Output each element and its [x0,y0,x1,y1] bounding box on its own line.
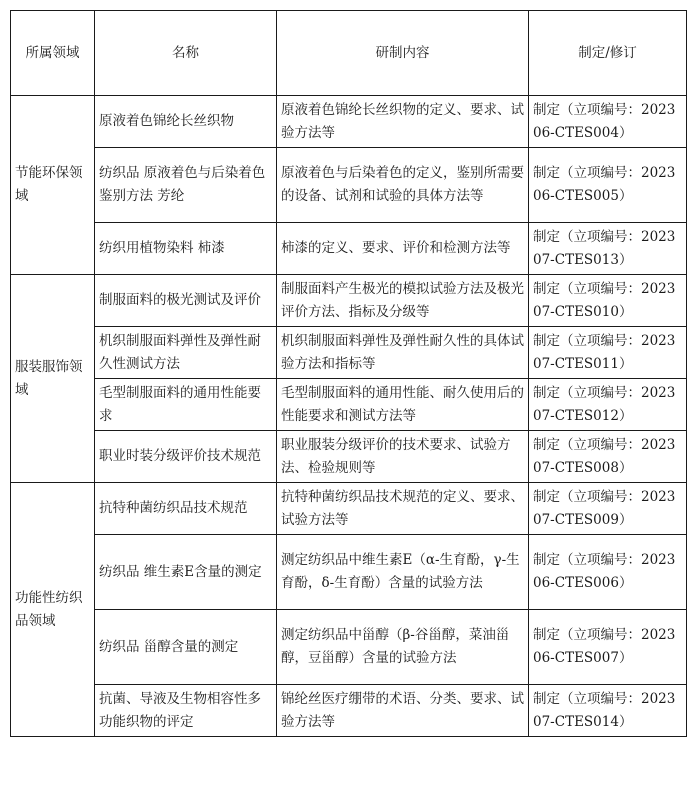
status-cell: 制定（立项编号：202306-CTES006） [529,535,687,610]
table-row [11,148,687,223]
content-cell: 毛型制服面料的通用性能、耐久使用后的性能要求和测试方法等 [277,379,529,431]
standards-table [10,10,687,737]
name-cell: 纺织用植物染料 柿漆 [95,223,277,275]
content-cell: 原液着色锦纶长丝织物的定义、要求、试验方法等 [277,96,529,148]
header-content: 研制内容 [277,11,529,96]
name-cell: 抗菌、导液及生物相容性多功能织物的评定 [95,685,277,737]
domain-cell: 功能性纺织品领域 [11,483,95,737]
status-cell: 制定（立项编号：202307-CTES012） [529,379,687,431]
table-row [11,275,687,327]
header-row [11,11,687,96]
name-cell: 纺织品 甾醇含量的测定 [95,610,277,685]
status-cell: 制定（立项编号：202307-CTES008） [529,431,687,483]
table-row [11,685,687,737]
status-cell: 制定（立项编号：202306-CTES007） [529,610,687,685]
status-cell: 制定（立项编号：202307-CTES011） [529,327,687,379]
status-cell: 制定（立项编号：202307-CTES009） [529,483,687,535]
table-row [11,610,687,685]
content-cell: 制服面料产生极光的模拟试验方法及极光评价方法、指标及分级等 [277,275,529,327]
name-cell: 制服面料的极光测试及评价 [95,275,277,327]
content-cell: 柿漆的定义、要求、评价和检测方法等 [277,223,529,275]
table-row [11,483,687,535]
name-cell: 抗特种菌纺织品技术规范 [95,483,277,535]
name-cell: 纺织品 原液着色与后染着色鉴别方法 芳纶 [95,148,277,223]
name-cell: 原液着色锦纶长丝织物 [95,96,277,148]
status-cell: 制定（立项编号：202307-CTES010） [529,275,687,327]
name-cell: 职业时装分级评价技术规范 [95,431,277,483]
content-cell: 机织制服面料弹性及弹性耐久性的具体试验方法和指标等 [277,327,529,379]
header-domain: 所属领域 [11,11,95,96]
domain-cell: 节能环保领域 [11,96,95,275]
table-row [11,327,687,379]
header-name: 名称 [95,11,277,96]
name-cell: 机织制服面料弹性及弹性耐久性测试方法 [95,327,277,379]
name-cell: 纺织品 维生素E含量的测定 [95,535,277,610]
name-cell: 毛型制服面料的通用性能要求 [95,379,277,431]
header-status: 制定/修订 [529,11,687,96]
content-cell: 抗特种菌纺织品技术规范的定义、要求、试验方法等 [277,483,529,535]
status-cell: 制定（立项编号：202307-CTES013） [529,223,687,275]
content-cell: 原液着色与后染着色的定义，鉴别所需要的设备、试剂和试验的具体方法等 [277,148,529,223]
content-cell: 职业服装分级评价的技术要求、试验方法、检验规则等 [277,431,529,483]
status-cell: 制定（立项编号：202307-CTES014） [529,685,687,737]
status-cell: 制定（立项编号：202306-CTES004） [529,96,687,148]
domain-cell: 服装服饰领域 [11,275,95,483]
table-row [11,379,687,431]
content-cell: 锦纶丝医疗绷带的术语、分类、要求、试验方法等 [277,685,529,737]
content-cell: 测定纺织品中维生素E（α-生育酚，γ-生育酚，δ-生育酚）含量的试验方法 [277,535,529,610]
status-cell: 制定（立项编号：202306-CTES005） [529,148,687,223]
content-cell: 测定纺织品中甾醇（β-谷甾醇，菜油甾醇，豆甾醇）含量的试验方法 [277,610,529,685]
table-row [11,431,687,483]
table-row [11,223,687,275]
table-row [11,96,687,148]
table-row [11,535,687,610]
